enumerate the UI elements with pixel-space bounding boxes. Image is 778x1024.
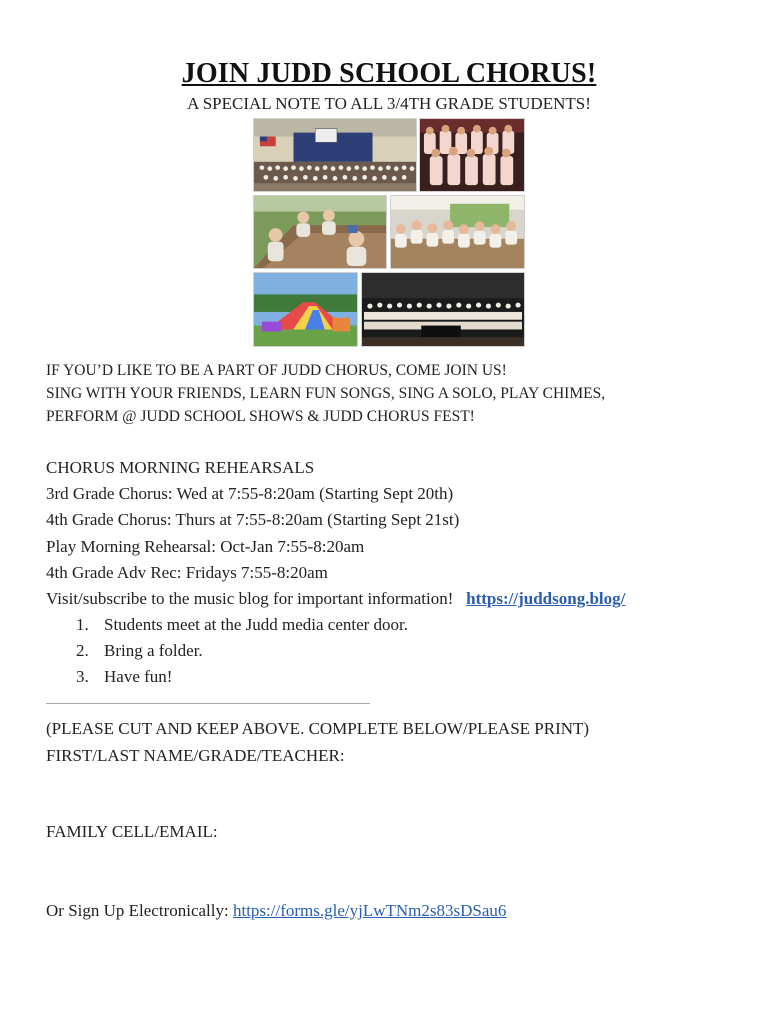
blog-text: Visit/subscribe to the music blog for important information!: [46, 589, 454, 609]
schedule-item: Play Morning Rehearsal: Oct-Jan 7:55-8:20am: [46, 536, 365, 556]
step-text: Have fun!: [104, 667, 173, 687]
intro-block: [46, 359, 605, 428]
list-item: [76, 612, 408, 638]
steps-list: [76, 612, 408, 691]
bounce-house-photo: [253, 272, 358, 347]
page-title: JOIN JUDD SCHOOL CHORUS!: [181, 58, 597, 89]
blog-link[interactable]: https://juddsong.blog/: [466, 589, 626, 609]
photo-collage: [253, 118, 525, 347]
name-field-label: FIRST/LAST NAME/GRADE/TEACHER:: [46, 745, 345, 765]
list-item: [76, 664, 408, 690]
step-number: 1.: [76, 615, 89, 634]
schedule-item: 4th Grade Chorus: Thurs at 7:55-8:20am (Starting Sept 21st): [46, 510, 460, 530]
gym-chorus-photo: [253, 118, 417, 192]
blog-line: [46, 586, 625, 612]
step-number: 2.: [76, 641, 89, 661]
schedule-item: 3rd Grade Chorus: Wed at 7:55-8:20am (Starting Sept 20th): [46, 484, 454, 504]
intro-line: SING WITH YOUR FRIENDS, LEARN FUN SONGS, SING A SOLO, PLAY CHIMES,: [46, 385, 606, 402]
step-text: Students meet at the Judd media center door.: [104, 615, 409, 634]
signup-form-link[interactable]: https://forms.gle/yjLwTNm2s83sDSau6: [232, 901, 507, 920]
schedule-heading: CHORUS MORNING REHEARSALS: [46, 458, 315, 477]
stage-singers-photo: [419, 118, 525, 192]
intro-line: PERFORM @ JUDD SCHOOL SHOWS & JUDD CHORUS FEST!: [46, 408, 475, 425]
page-subtitle: A SPECIAL NOTE TO ALL 3/4TH GRADE STUDENTS!: [187, 94, 591, 113]
step-number: 3.: [76, 667, 89, 687]
contact-field-label: FAMILY CELL/EMAIL:: [46, 822, 218, 841]
schedule-item: 4th Grade Adv Rec: Fridays 7:55-8:20am: [46, 562, 328, 582]
signup-text: Or Sign Up Electronically:: [46, 901, 229, 920]
intro-line: IF YOU’D LIKE TO BE A PART OF JUDD CHORUS, COME JOIN US!: [46, 362, 507, 379]
electronic-signup: [46, 901, 506, 921]
pavilion-group-photo: [390, 195, 525, 269]
cut-line-divider: [46, 703, 370, 704]
rehearsal-schedule: [46, 455, 625, 612]
list-item: [76, 638, 408, 664]
auditorium-chorus-photo: [361, 272, 525, 347]
picnic-table-photo: [253, 195, 387, 269]
form-instructions: (PLEASE CUT AND KEEP ABOVE. COMPLETE BELOW/PLEASE PRINT): [46, 719, 590, 738]
step-text: Bring a folder.: [104, 641, 203, 661]
signup-form-section: [46, 716, 589, 769]
